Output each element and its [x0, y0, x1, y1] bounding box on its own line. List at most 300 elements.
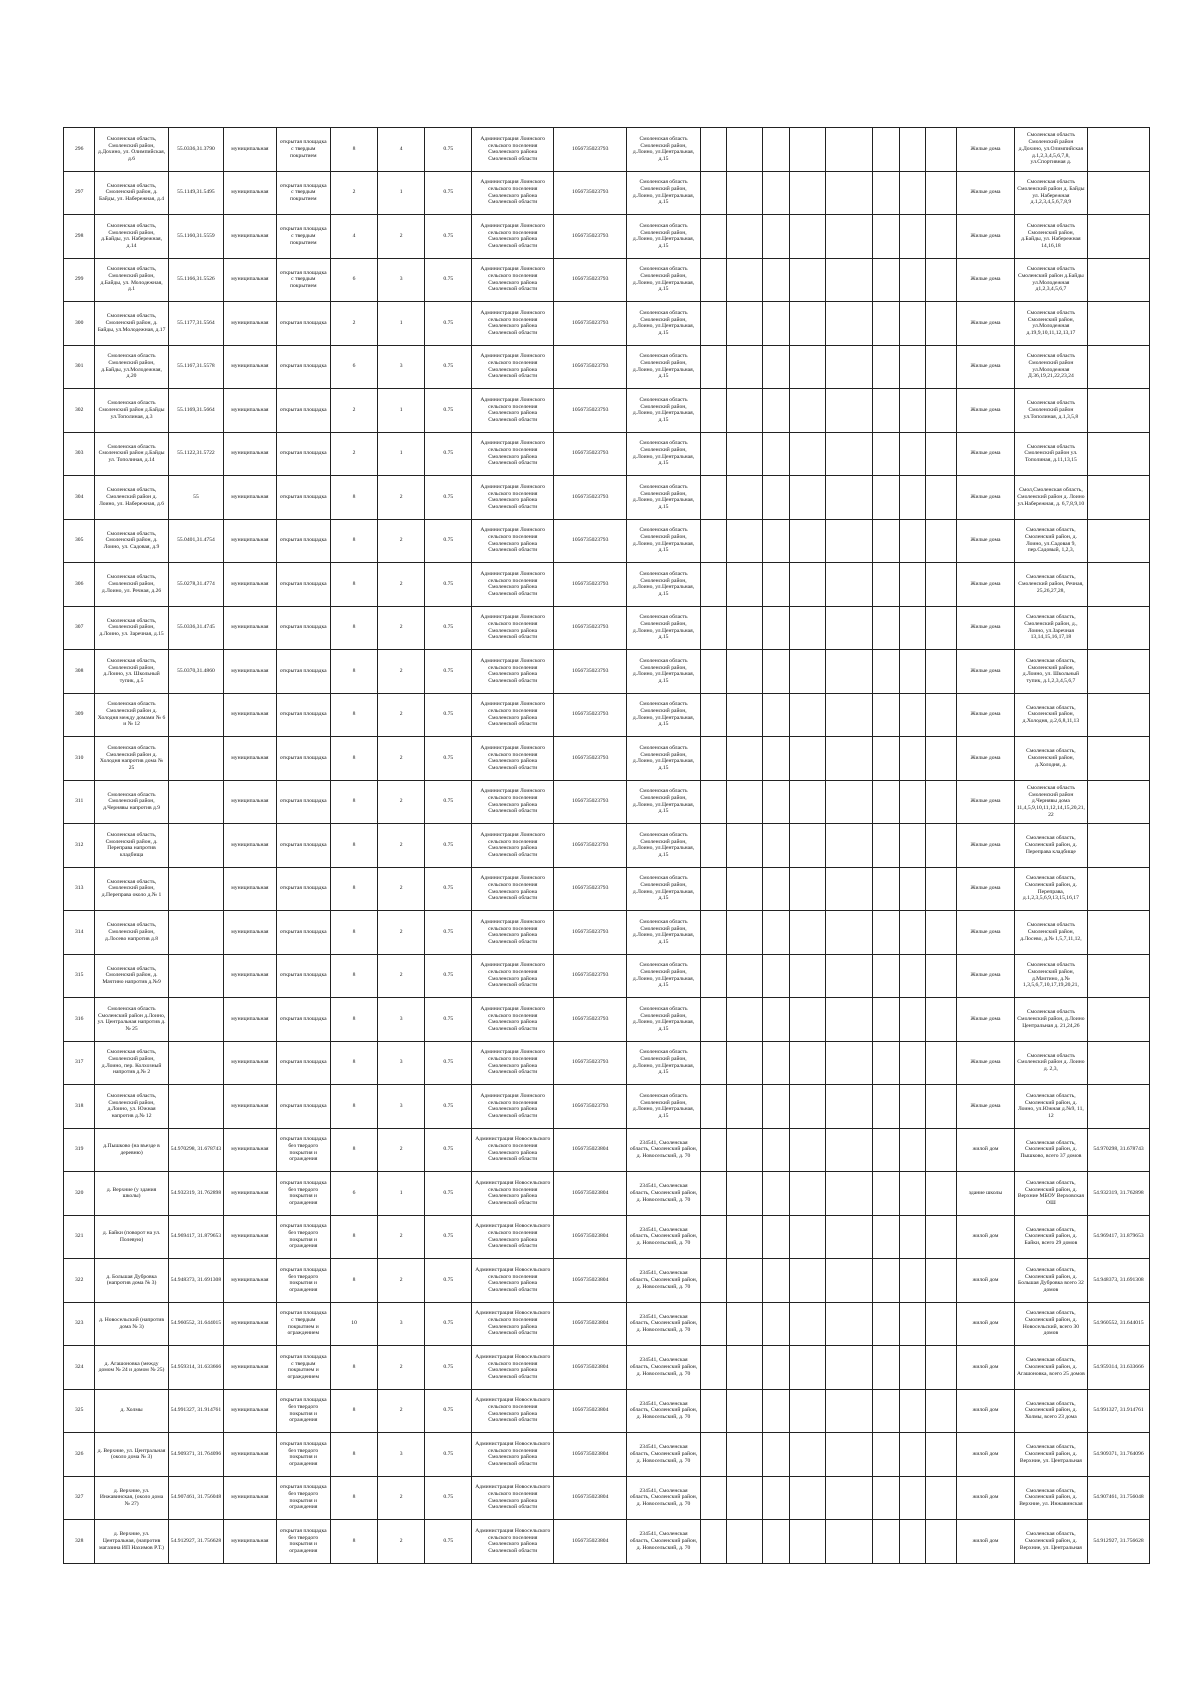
cell-own: муниципальная: [224, 1433, 276, 1477]
cell-area: 8: [331, 737, 378, 781]
cell-e6: [873, 1520, 899, 1564]
cell-own: муниципальная: [224, 1085, 276, 1129]
cell-e6: [873, 954, 899, 998]
cell-surf: открытая площадка без твердого покрытия и ограждения: [276, 1389, 330, 1433]
cell-cont: 2: [378, 476, 425, 520]
cell-e8: [925, 998, 956, 1042]
cell-cont: 2: [378, 1520, 425, 1564]
cell-area: 8: [331, 954, 378, 998]
cell-coords: 55: [168, 476, 224, 520]
cell-served: Смоленская область Смоленский район д. Байды ул. Набережная д.1,2,3,4,5,6,7,8,9: [1014, 171, 1087, 215]
cell-place: 234541, Смоленская область, Смоленский район, д. Новосельский, д. 70: [627, 1476, 700, 1520]
cell-e7: [899, 519, 925, 563]
cell-own: муниципальная: [224, 1520, 276, 1564]
cell-served: Смоленская область Смоленский район, д.Мачтино, д.№ 1,3,5,6,7,10,17,19,20,21,: [1014, 954, 1087, 998]
cell-e1: [700, 693, 726, 737]
cell-addr: Смоленская область, Смоленский район, д. Мачтино напротив д.№9: [95, 954, 168, 998]
cell-cont: 3: [378, 1085, 425, 1129]
cell-ogrn: 1056735023793: [554, 911, 627, 955]
cell-e5: [826, 606, 873, 650]
cell-coords: 55.0401,31.4754: [168, 519, 224, 563]
cell-c2: 54.948373, 31.691308: [1088, 1259, 1150, 1303]
cell-place: Смоленская область Смоленский район, д.Лоино, ул.Центральная, д.15: [627, 302, 700, 346]
cell-c2: [1088, 258, 1150, 302]
cell-served: Смоленская область, Смоленский район, д., Лоино, ул.Заречная 13,14,15,16,17,18: [1014, 606, 1087, 650]
cell-n: 326: [64, 1433, 95, 1477]
cell-src: Жилые дома: [957, 476, 1015, 520]
cell-area: 2: [331, 389, 378, 433]
cell-e2: [726, 1389, 763, 1433]
table-row: [64, 345, 1150, 389]
cell-surf: открытая площадка без твердого покрытия и ограждения: [276, 1172, 330, 1216]
cell-e2: [726, 780, 763, 824]
cell-e1: [700, 1128, 726, 1172]
cell-n: 302: [64, 389, 95, 433]
cell-place: Смоленская область Смоленский район, д.Лоино, ул.Центральная, д.15: [627, 563, 700, 607]
cell-c2: [1088, 1041, 1150, 1085]
cell-addr: Смоленская область, Смоленский район, д.Лоино, ул. Речная, д.26: [95, 563, 168, 607]
cell-e2: [726, 563, 763, 607]
cell-e1: [700, 476, 726, 520]
cell-e7: [899, 737, 925, 781]
cell-e8: [925, 1085, 956, 1129]
cell-n: 322: [64, 1259, 95, 1303]
cell-cont: 3: [378, 1041, 425, 1085]
cell-addr: Смоленская область, Смоленский район, д.Байды, ул. Молодежная, д.1: [95, 258, 168, 302]
cell-n: 306: [64, 563, 95, 607]
cell-src: Жилые дома: [957, 432, 1015, 476]
cell-n: 301: [64, 345, 95, 389]
cell-e3: [763, 519, 789, 563]
cell-surf: открытая площадка без твердого покрытия и ограждения: [276, 1215, 330, 1259]
table-row: [64, 1476, 1150, 1520]
cell-c2: [1088, 737, 1150, 781]
cell-e2: [726, 1259, 763, 1303]
cell-e8: [925, 737, 956, 781]
cell-e7: [899, 1389, 925, 1433]
cell-e5: [826, 1520, 873, 1564]
cell-e4: [789, 476, 826, 520]
cell-e1: [700, 1041, 726, 1085]
cell-src: Жилые дома: [957, 563, 1015, 607]
cell-c2: [1088, 432, 1150, 476]
cell-e8: [925, 389, 956, 433]
cell-e4: [789, 171, 826, 215]
cell-e5: [826, 1259, 873, 1303]
table-row: [64, 1259, 1150, 1303]
cell-e2: [726, 737, 763, 781]
cell-own: муниципальная: [224, 1346, 276, 1390]
cell-n: 297: [64, 171, 95, 215]
cell-addr: д. Большая Дубровка (напротив дома № 3): [95, 1259, 168, 1303]
cell-owner: Администрация Лоинского сельского поселения Смоленского района Смоленской области: [472, 737, 554, 781]
cell-e4: [789, 389, 826, 433]
cell-e5: [826, 215, 873, 259]
cell-area: 2: [331, 432, 378, 476]
cell-served: Смоленская область, Смоленский район, Речная, 25,26,27,28,: [1014, 563, 1087, 607]
cell-e6: [873, 302, 899, 346]
cell-e2: [726, 650, 763, 694]
cell-n: 321: [64, 1215, 95, 1259]
cell-area: 8: [331, 911, 378, 955]
cell-own: муниципальная: [224, 519, 276, 563]
cell-vol: 0.75: [425, 128, 472, 172]
cell-own: муниципальная: [224, 128, 276, 172]
cell-cont: 2: [378, 824, 425, 868]
cell-e1: [700, 389, 726, 433]
cell-n: 315: [64, 954, 95, 998]
cell-e3: [763, 737, 789, 781]
cell-e8: [925, 1215, 956, 1259]
cell-c2: [1088, 824, 1150, 868]
cell-area: 8: [331, 998, 378, 1042]
cell-c2: [1088, 606, 1150, 650]
cell-src: Жилые дома: [957, 780, 1015, 824]
cell-cont: 2: [378, 1259, 425, 1303]
cell-own: муниципальная: [224, 867, 276, 911]
table-row: [64, 1520, 1150, 1564]
cell-surf: открытая площадка: [276, 563, 330, 607]
cell-e5: [826, 1433, 873, 1477]
cell-n: 313: [64, 867, 95, 911]
cell-e8: [925, 171, 956, 215]
cell-ogrn: 1056735023793: [554, 867, 627, 911]
cell-c2: 54.912927, 31.756628: [1088, 1520, 1150, 1564]
cell-e6: [873, 476, 899, 520]
cell-ogrn: 1056735023793: [554, 1085, 627, 1129]
cell-c2: 54.970298, 31.678743: [1088, 1128, 1150, 1172]
cell-e4: [789, 1172, 826, 1216]
cell-e3: [763, 824, 789, 868]
cell-ogrn: 1056735023793: [554, 476, 627, 520]
cell-addr: Смоленская область Смоленский район, д.Чернявы напротив д.9: [95, 780, 168, 824]
cell-e5: [826, 1041, 873, 1085]
cell-src: жилой дом: [957, 1215, 1015, 1259]
cell-vol: 0.75: [425, 1520, 472, 1564]
cell-e1: [700, 563, 726, 607]
cell-cont: 2: [378, 780, 425, 824]
cell-e5: [826, 1389, 873, 1433]
cell-e7: [899, 1172, 925, 1216]
cell-coords: [168, 693, 224, 737]
cell-own: муниципальная: [224, 563, 276, 607]
cell-e2: [726, 867, 763, 911]
cell-e1: [700, 1476, 726, 1520]
cell-owner: Администрация Новосельского сельского поселения Смоленского района Смоленской области: [472, 1389, 554, 1433]
cell-own: муниципальная: [224, 911, 276, 955]
table-row: [64, 650, 1150, 694]
cell-served: Смоленская область, Смоленский район, д.Холодня, д.2,6,8,11,13: [1014, 693, 1087, 737]
cell-e3: [763, 1128, 789, 1172]
cell-src: Жилые дома: [957, 389, 1015, 433]
cell-e6: [873, 737, 899, 781]
cell-e7: [899, 998, 925, 1042]
cell-e5: [826, 954, 873, 998]
cell-coords: 54.969417, 31.879653: [168, 1215, 224, 1259]
cell-area: 2: [331, 302, 378, 346]
cell-e4: [789, 911, 826, 955]
cell-c2: [1088, 345, 1150, 389]
cell-owner: Администрация Лоинского сельского поселения Смоленского района Смоленской области: [472, 258, 554, 302]
cell-addr: Смоленская область, Смоленский район, д. Лоино, ул. Садовая, д.9: [95, 519, 168, 563]
cell-vol: 0.75: [425, 824, 472, 868]
cell-coords: [168, 824, 224, 868]
cell-served: Смоленская область Смоленский район д. Лоино д. 2,3,: [1014, 1041, 1087, 1085]
cell-coords: 55.1177,31.5564: [168, 302, 224, 346]
cell-e8: [925, 1041, 956, 1085]
cell-e8: [925, 1128, 956, 1172]
cell-src: Жилые дома: [957, 954, 1015, 998]
cell-n: 296: [64, 128, 95, 172]
cell-src: жилой дом: [957, 1476, 1015, 1520]
cell-owner: Администрация Лоинского сельского поселения Смоленского района Смоленской области: [472, 911, 554, 955]
cell-own: муниципальная: [224, 737, 276, 781]
cell-place: 234541, Смоленская область, Смоленский район, д. Новосельский, д. 70: [627, 1215, 700, 1259]
cell-served: Смоленская область, Смоленский район, д. Пышково, всего 37 домов: [1014, 1128, 1087, 1172]
cell-e5: [826, 432, 873, 476]
cell-e7: [899, 215, 925, 259]
cell-place: Смоленская область Смоленский район, д.Лоино, ул.Центральная, д.15: [627, 215, 700, 259]
cell-e7: [899, 867, 925, 911]
cell-surf: открытая площадка: [276, 389, 330, 433]
cell-e4: [789, 563, 826, 607]
cell-n: 309: [64, 693, 95, 737]
cell-vol: 0.75: [425, 1302, 472, 1346]
cell-e7: [899, 1433, 925, 1477]
cell-cont: 1: [378, 171, 425, 215]
cell-served: Смоленская область, Смоленский район, д. Большая Дубровка всего 32 домов: [1014, 1259, 1087, 1303]
cell-cont: 1: [378, 1172, 425, 1216]
cell-owner: Администрация Новосельского сельского поселения Смоленского района Смоленской области: [472, 1476, 554, 1520]
table-row: [64, 911, 1150, 955]
cell-e8: [925, 911, 956, 955]
cell-src: Жилые дома: [957, 302, 1015, 346]
cell-own: муниципальная: [224, 432, 276, 476]
cell-e7: [899, 1128, 925, 1172]
cell-own: муниципальная: [224, 171, 276, 215]
cell-surf: открытая площадка: [276, 650, 330, 694]
cell-e7: [899, 302, 925, 346]
cell-e7: [899, 1302, 925, 1346]
cell-e2: [726, 1041, 763, 1085]
cell-vol: 0.75: [425, 650, 472, 694]
cell-surf: открытая площадка: [276, 954, 330, 998]
cell-e3: [763, 171, 789, 215]
cell-e6: [873, 1476, 899, 1520]
cell-e2: [726, 693, 763, 737]
cell-coords: 55.1122,31.5722: [168, 432, 224, 476]
cell-place: Смоленская область Смоленский район, д.Лоино, ул.Центральная, д.15: [627, 432, 700, 476]
table-row: [64, 563, 1150, 607]
cell-e2: [726, 171, 763, 215]
cell-e4: [789, 1302, 826, 1346]
cell-e4: [789, 1346, 826, 1390]
cell-cont: 2: [378, 563, 425, 607]
table-row: [64, 1128, 1150, 1172]
cell-area: 8: [331, 563, 378, 607]
cell-c2: [1088, 171, 1150, 215]
cell-coords: 55.1167,31.5578: [168, 345, 224, 389]
cell-e4: [789, 1041, 826, 1085]
cell-e8: [925, 1520, 956, 1564]
cell-place: Смоленская область Смоленский район, д.Лоино, ул.Центральная, д.15: [627, 519, 700, 563]
cell-e5: [826, 1476, 873, 1520]
cell-e5: [826, 1128, 873, 1172]
cell-e3: [763, 432, 789, 476]
cell-e5: [826, 302, 873, 346]
cell-e1: [700, 780, 726, 824]
table-row: [64, 954, 1150, 998]
cell-e4: [789, 1433, 826, 1477]
cell-addr: Смоленская область, Смоленский район, д.Лосево напротив д.8: [95, 911, 168, 955]
cell-ogrn: 1056735023793: [554, 215, 627, 259]
cell-cont: 2: [378, 867, 425, 911]
cell-e3: [763, 998, 789, 1042]
cell-src: жилой дом: [957, 1259, 1015, 1303]
cell-place: Смоленская область Смоленский район, д.Лоино, ул.Центральная, д.15: [627, 606, 700, 650]
cell-vol: 0.75: [425, 693, 472, 737]
table-row: [64, 998, 1150, 1042]
cell-e3: [763, 1085, 789, 1129]
cell-e7: [899, 1041, 925, 1085]
cell-e8: [925, 824, 956, 868]
cell-e2: [726, 302, 763, 346]
cell-e4: [789, 954, 826, 998]
cell-e3: [763, 1215, 789, 1259]
cell-cont: 2: [378, 1389, 425, 1433]
cell-c2: [1088, 867, 1150, 911]
cell-e3: [763, 1433, 789, 1477]
cell-e6: [873, 1041, 899, 1085]
cell-src: Жилые дома: [957, 737, 1015, 781]
registry-page: [63, 127, 1150, 1564]
cell-e8: [925, 1172, 956, 1216]
cell-e4: [789, 867, 826, 911]
cell-src: Жилые дома: [957, 911, 1015, 955]
table-row: [64, 1302, 1150, 1346]
cell-place: Смоленская область Смоленский район, д.Лоино, ул.Центральная, д.15: [627, 476, 700, 520]
cell-own: муниципальная: [224, 1259, 276, 1303]
cell-e7: [899, 693, 925, 737]
cell-own: муниципальная: [224, 215, 276, 259]
cell-e5: [826, 519, 873, 563]
cell-owner: Администрация Лоинского сельского поселения Смоленского района Смоленской области: [472, 563, 554, 607]
cell-area: 8: [331, 1259, 378, 1303]
cell-src: жилой дом: [957, 1302, 1015, 1346]
cell-e4: [789, 1215, 826, 1259]
cell-ogrn: 1056735023804: [554, 1520, 627, 1564]
cell-e1: [700, 171, 726, 215]
cell-coords: [168, 867, 224, 911]
cell-area: 8: [331, 1346, 378, 1390]
cell-e3: [763, 911, 789, 955]
cell-coords: [168, 998, 224, 1042]
cell-own: муниципальная: [224, 1215, 276, 1259]
cell-e5: [826, 1346, 873, 1390]
cell-src: Жилые дома: [957, 867, 1015, 911]
table-row: [64, 128, 1150, 172]
cell-addr: Смоленская область, Смоленский район, д.Байды, ул. Набережная, д.14: [95, 215, 168, 259]
cell-e1: [700, 128, 726, 172]
cell-n: 324: [64, 1346, 95, 1390]
cell-surf: открытая площадка без твердого покрытия и ограждения: [276, 1259, 330, 1303]
cell-vol: 0.75: [425, 1389, 472, 1433]
cell-served: Смоленская область, Смоленский район, д. Лоино, ул.Садовая 9, пер.Садовый, 1,2,3,: [1014, 519, 1087, 563]
cell-e4: [789, 693, 826, 737]
cell-e2: [726, 1476, 763, 1520]
cell-ogrn: 1056735023793: [554, 302, 627, 346]
cell-surf: открытая площадка без твердого покрытия и ограждения: [276, 1520, 330, 1564]
cell-e7: [899, 1520, 925, 1564]
cell-area: 8: [331, 1041, 378, 1085]
cell-e5: [826, 476, 873, 520]
cell-ogrn: 1056735023793: [554, 737, 627, 781]
cell-n: 310: [64, 737, 95, 781]
cell-c2: [1088, 650, 1150, 694]
cell-e5: [826, 911, 873, 955]
cell-own: муниципальная: [224, 1128, 276, 1172]
cell-area: 8: [331, 780, 378, 824]
cell-ogrn: 1056735023804: [554, 1259, 627, 1303]
cell-ogrn: 1056735023793: [554, 606, 627, 650]
cell-own: муниципальная: [224, 693, 276, 737]
cell-n: 325: [64, 1389, 95, 1433]
cell-e5: [826, 1302, 873, 1346]
cell-e7: [899, 1085, 925, 1129]
cell-e1: [700, 1433, 726, 1477]
cell-area: 8: [331, 519, 378, 563]
cell-place: Смоленская область Смоленский район, д.Лоино, ул.Центральная, д.15: [627, 737, 700, 781]
cell-e3: [763, 1476, 789, 1520]
cell-e2: [726, 1172, 763, 1216]
cell-coords: 54.960552, 31.644015: [168, 1302, 224, 1346]
cell-ogrn: 1056735023793: [554, 345, 627, 389]
cell-coords: 54.991327, 31.914761: [168, 1389, 224, 1433]
cell-e6: [873, 780, 899, 824]
cell-vol: 0.75: [425, 911, 472, 955]
cell-addr: Смоленская область, Смоленский район, д. Байды, ул. Набережная, д.4: [95, 171, 168, 215]
cell-e1: [700, 1520, 726, 1564]
cell-e4: [789, 606, 826, 650]
cell-src: здание школы: [957, 1172, 1015, 1216]
cell-area: 6: [331, 258, 378, 302]
cell-e6: [873, 519, 899, 563]
cell-served: Смоленская область Смоленский район д.Байды ул.Молодежная д1,2,3,4,5,6,7: [1014, 258, 1087, 302]
cell-owner: Администрация Новосельского сельского поселения Смоленского района Смоленской области: [472, 1346, 554, 1390]
cell-e8: [925, 302, 956, 346]
cell-served: Смол,Смоленская область, Смоленский район д. Лоино ул.Набережная, д. 6,7,8,9,10: [1014, 476, 1087, 520]
cell-owner: Администрация Новосельского сельского поселения Смоленского района Смоленской области: [472, 1259, 554, 1303]
cell-e3: [763, 954, 789, 998]
cell-place: Смоленская область Смоленский район, д.Лоино, ул.Центральная, д.15: [627, 258, 700, 302]
cell-e7: [899, 171, 925, 215]
cell-e5: [826, 1085, 873, 1129]
cell-c2: [1088, 1085, 1150, 1129]
table-row: [64, 519, 1150, 563]
cell-e6: [873, 1302, 899, 1346]
cell-e6: [873, 563, 899, 607]
cell-served: Смоленская область Смоленский район д.Чернявы дома 11,4,5,9,10,11,12,14,15,20,21,22: [1014, 780, 1087, 824]
cell-area: 8: [331, 606, 378, 650]
table-row: [64, 476, 1150, 520]
cell-area: 8: [331, 867, 378, 911]
table-row: [64, 302, 1150, 346]
table-row: [64, 737, 1150, 781]
cell-e5: [826, 998, 873, 1042]
cell-src: жилой дом: [957, 1346, 1015, 1390]
cell-own: муниципальная: [224, 1476, 276, 1520]
cell-vol: 0.75: [425, 737, 472, 781]
